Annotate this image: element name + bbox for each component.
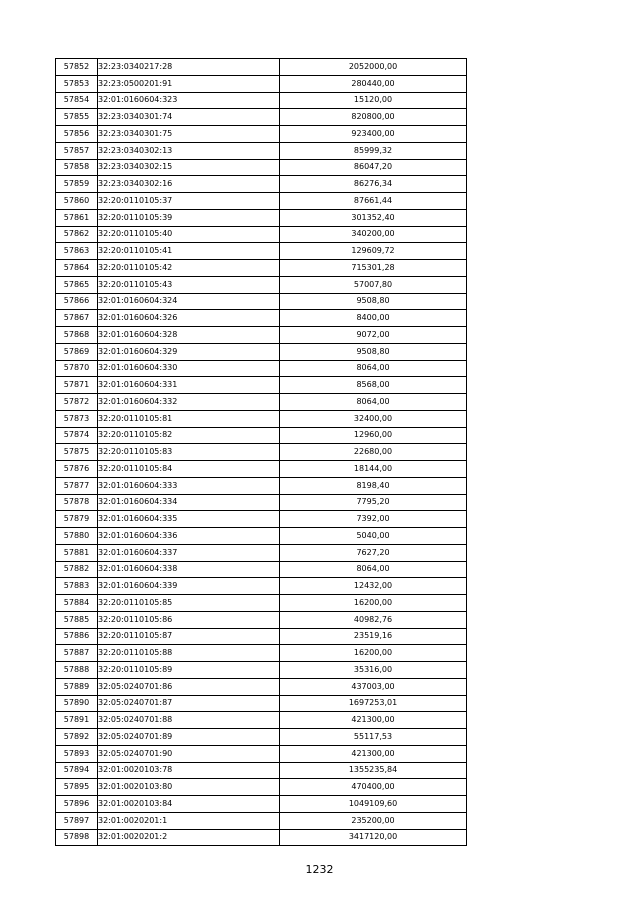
table-row [56,595,467,612]
row-number-cell: 57896 [56,796,98,813]
row-number-cell: 57883 [56,578,98,595]
cadastral-value-cell: 7627,20 [280,544,467,561]
row-number-cell: 57871 [56,377,98,394]
table-row [56,745,467,762]
cadastral-value-cell: 340200,00 [280,226,467,243]
row-number-cell: 57891 [56,712,98,729]
cadastral-number-cell: 32:01:0160604:326 [98,310,280,327]
cadastral-value-cell: 86276,34 [280,176,467,193]
cadastral-value-cell: 85999,32 [280,142,467,159]
cadastral-value-cell: 9508,80 [280,343,467,360]
row-number-cell: 57856 [56,126,98,143]
cadastral-value-cell: 820800,00 [280,109,467,126]
cadastral-value-cell: 16200,00 [280,645,467,662]
row-number-cell: 57867 [56,310,98,327]
row-number-cell: 57877 [56,477,98,494]
cadastral-value-cell: 8064,00 [280,394,467,411]
row-number-cell: 57853 [56,75,98,92]
table-row [56,377,467,394]
row-number-cell: 57863 [56,243,98,260]
row-number-cell: 57870 [56,360,98,377]
cadastral-value-cell: 1697253,01 [280,695,467,712]
cadastral-number-cell: 32:23:0340302:16 [98,176,280,193]
cadastral-value-cell: 32400,00 [280,410,467,427]
cadastral-value-cell: 8568,00 [280,377,467,394]
cadastral-number-cell: 32:01:0160604:329 [98,343,280,360]
table-row [56,293,467,310]
table-row [56,511,467,528]
cadastral-value-cell: 8064,00 [280,561,467,578]
table-row [56,528,467,545]
cadastral-number-cell: 32:20:0110105:41 [98,243,280,260]
row-number-cell: 57880 [56,528,98,545]
cadastral-number-cell: 32:23:0340302:15 [98,159,280,176]
row-number-cell: 57885 [56,611,98,628]
row-number-cell: 57892 [56,729,98,746]
cadastral-number-cell: 32:23:0500201:91 [98,75,280,92]
cadastral-number-cell: 32:20:0110105:83 [98,444,280,461]
table-row [56,209,467,226]
cadastral-number-cell: 32:20:0110105:88 [98,645,280,662]
table-row [56,310,467,327]
cadastral-value-cell: 8198,40 [280,477,467,494]
cadastral-number-cell: 32:23:0340301:75 [98,126,280,143]
cadastral-number-cell: 32:05:0240701:88 [98,712,280,729]
cadastral-value-cell: 235200,00 [280,812,467,829]
row-number-cell: 57876 [56,461,98,478]
table-row [56,343,467,360]
row-number-cell: 57861 [56,209,98,226]
cadastral-number-cell: 32:01:0020103:80 [98,779,280,796]
cadastral-value-cell: 22680,00 [280,444,467,461]
table-row [56,796,467,813]
table-row [56,360,467,377]
row-number-cell: 57888 [56,662,98,679]
cadastral-value-cell: 9072,00 [280,327,467,344]
table-row [56,829,467,846]
cadastral-number-cell: 32:05:0240701:86 [98,678,280,695]
cadastral-value-cell: 280440,00 [280,75,467,92]
cadastral-value-cell: 8064,00 [280,360,467,377]
cadastral-number-cell: 32:20:0110105:84 [98,461,280,478]
table-row [56,695,467,712]
table-row [56,260,467,277]
table-row [56,494,467,511]
table-body [56,59,467,846]
row-number-cell: 57873 [56,410,98,427]
cadastral-value-cell: 55117,53 [280,729,467,746]
cadastral-number-cell: 32:23:0340217:28 [98,59,280,76]
cadastral-value-cell: 437003,00 [280,678,467,695]
table-row [56,762,467,779]
row-number-cell: 57858 [56,159,98,176]
cadastral-number-cell: 32:20:0110105:89 [98,662,280,679]
row-number-cell: 57852 [56,59,98,76]
table-row [56,427,467,444]
cadastral-number-cell: 32:01:0160604:338 [98,561,280,578]
table-row [56,142,467,159]
row-number-cell: 57866 [56,293,98,310]
table-row [56,159,467,176]
cadastral-value-cell: 7392,00 [280,511,467,528]
table-row [56,611,467,628]
row-number-cell: 57854 [56,92,98,109]
cadastral-number-cell: 32:01:0160604:328 [98,327,280,344]
cadastral-value-cell: 15120,00 [280,92,467,109]
cadastral-number-cell: 32:01:0020201:2 [98,829,280,846]
cadastral-number-cell: 32:01:0160604:332 [98,394,280,411]
cadastral-value-cell: 421300,00 [280,745,467,762]
cadastral-number-cell: 32:01:0160604:333 [98,477,280,494]
table-row [56,544,467,561]
cadastral-value-cell: 40982,76 [280,611,467,628]
cadastral-number-cell: 32:20:0110105:39 [98,209,280,226]
cadastral-number-cell: 32:01:0160604:336 [98,528,280,545]
cadastral-value-cell: 715301,28 [280,260,467,277]
table-row [56,75,467,92]
table-row [56,126,467,143]
cadastral-value-cell: 18144,00 [280,461,467,478]
cadastral-number-cell: 32:20:0110105:82 [98,427,280,444]
cadastral-number-cell: 32:20:0110105:85 [98,595,280,612]
row-number-cell: 57895 [56,779,98,796]
row-number-cell: 57864 [56,260,98,277]
row-number-cell: 57860 [56,193,98,210]
table-row [56,662,467,679]
cadastral-value-cell: 1049109,60 [280,796,467,813]
cadastral-number-cell: 32:01:0160604:339 [98,578,280,595]
cadastral-number-cell: 32:01:0160604:334 [98,494,280,511]
table-row [56,243,467,260]
cadastral-number-cell: 32:20:0110105:40 [98,226,280,243]
cadastral-number-cell: 32:20:0110105:43 [98,276,280,293]
table-row [56,92,467,109]
row-number-cell: 57875 [56,444,98,461]
cadastral-value-cell: 87661,44 [280,193,467,210]
cadastral-value-cell: 16200,00 [280,595,467,612]
cadastral-value-cell: 129609,72 [280,243,467,260]
table-row [56,678,467,695]
cadastral-number-cell: 32:20:0110105:42 [98,260,280,277]
row-number-cell: 57857 [56,142,98,159]
table-row [56,461,467,478]
row-number-cell: 57890 [56,695,98,712]
table-row [56,226,467,243]
cadastral-value-cell: 35316,00 [280,662,467,679]
cadastral-number-cell: 32:01:0160604:324 [98,293,280,310]
cadastral-number-cell: 32:20:0110105:37 [98,193,280,210]
row-number-cell: 57879 [56,511,98,528]
cadastral-value-cell: 5040,00 [280,528,467,545]
table-row [56,779,467,796]
table-row [56,729,467,746]
cadastral-value-cell: 1355235,84 [280,762,467,779]
cadastral-value-cell: 9508,80 [280,293,467,310]
cadastral-number-cell: 32:23:0340302:13 [98,142,280,159]
cadastral-value-cell: 923400,00 [280,126,467,143]
cadastral-value-cell: 12432,00 [280,578,467,595]
table-row [56,477,467,494]
table-row [56,327,467,344]
table-row [56,645,467,662]
table-row [56,410,467,427]
cadastral-value-cell: 57007,80 [280,276,467,293]
row-number-cell: 57862 [56,226,98,243]
cadastral-number-cell: 32:20:0110105:81 [98,410,280,427]
cadastral-number-cell: 32:01:0160604:330 [98,360,280,377]
cadastral-value-cell: 23519,16 [280,628,467,645]
table-row [56,628,467,645]
cadastral-value-cell: 3417120,00 [280,829,467,846]
table-row [56,176,467,193]
table-row [56,193,467,210]
table-row [56,578,467,595]
row-number-cell: 57865 [56,276,98,293]
cadastral-number-cell: 32:01:0160604:337 [98,544,280,561]
cadastral-value-cell: 12960,00 [280,427,467,444]
cadastral-number-cell: 32:23:0340301:74 [98,109,280,126]
cadastral-number-cell: 32:01:0020103:78 [98,762,280,779]
cadastral-number-cell: 32:05:0240701:87 [98,695,280,712]
table-row [56,109,467,126]
row-number-cell: 57893 [56,745,98,762]
cadastral-value-cell: 421300,00 [280,712,467,729]
row-number-cell: 57898 [56,829,98,846]
row-number-cell: 57874 [56,427,98,444]
cadastral-number-cell: 32:01:0160604:335 [98,511,280,528]
table-row [56,394,467,411]
cadastral-number-cell: 32:01:0160604:331 [98,377,280,394]
cadastral-number-cell: 32:05:0240701:89 [98,729,280,746]
row-number-cell: 57897 [56,812,98,829]
table-row [56,561,467,578]
table-row [56,444,467,461]
cadastral-value-cell: 470400,00 [280,779,467,796]
row-number-cell: 57886 [56,628,98,645]
row-number-cell: 57894 [56,762,98,779]
cadastral-number-cell: 32:20:0110105:86 [98,611,280,628]
row-number-cell: 57869 [56,343,98,360]
cadastral-value-cell: 301352,40 [280,209,467,226]
cadastral-value-cell: 86047,20 [280,159,467,176]
cadastral-value-cell: 7795,20 [280,494,467,511]
cadastral-number-cell: 32:01:0020201:1 [98,812,280,829]
table-row [56,59,467,76]
cadastral-number-cell: 32:01:0160604:323 [98,92,280,109]
row-number-cell: 57881 [56,544,98,561]
cadastral-number-cell: 32:20:0110105:87 [98,628,280,645]
table-row [56,276,467,293]
row-number-cell: 57889 [56,678,98,695]
cadastral-value-cell: 8400,00 [280,310,467,327]
row-number-cell: 57884 [56,595,98,612]
cadastral-number-cell: 32:05:0240701:90 [98,745,280,762]
row-number-cell: 57872 [56,394,98,411]
row-number-cell: 57887 [56,645,98,662]
cadastral-number-cell: 32:01:0020103:84 [98,796,280,813]
cadastral-value-cell: 2052000,00 [280,59,467,76]
table-row [56,712,467,729]
row-number-cell: 57859 [56,176,98,193]
row-number-cell: 57868 [56,327,98,344]
cadastral-value-table [55,58,467,846]
table-row [56,812,467,829]
page-number: 1232 [305,863,334,876]
row-number-cell: 57878 [56,494,98,511]
row-number-cell: 57882 [56,561,98,578]
row-number-cell: 57855 [56,109,98,126]
